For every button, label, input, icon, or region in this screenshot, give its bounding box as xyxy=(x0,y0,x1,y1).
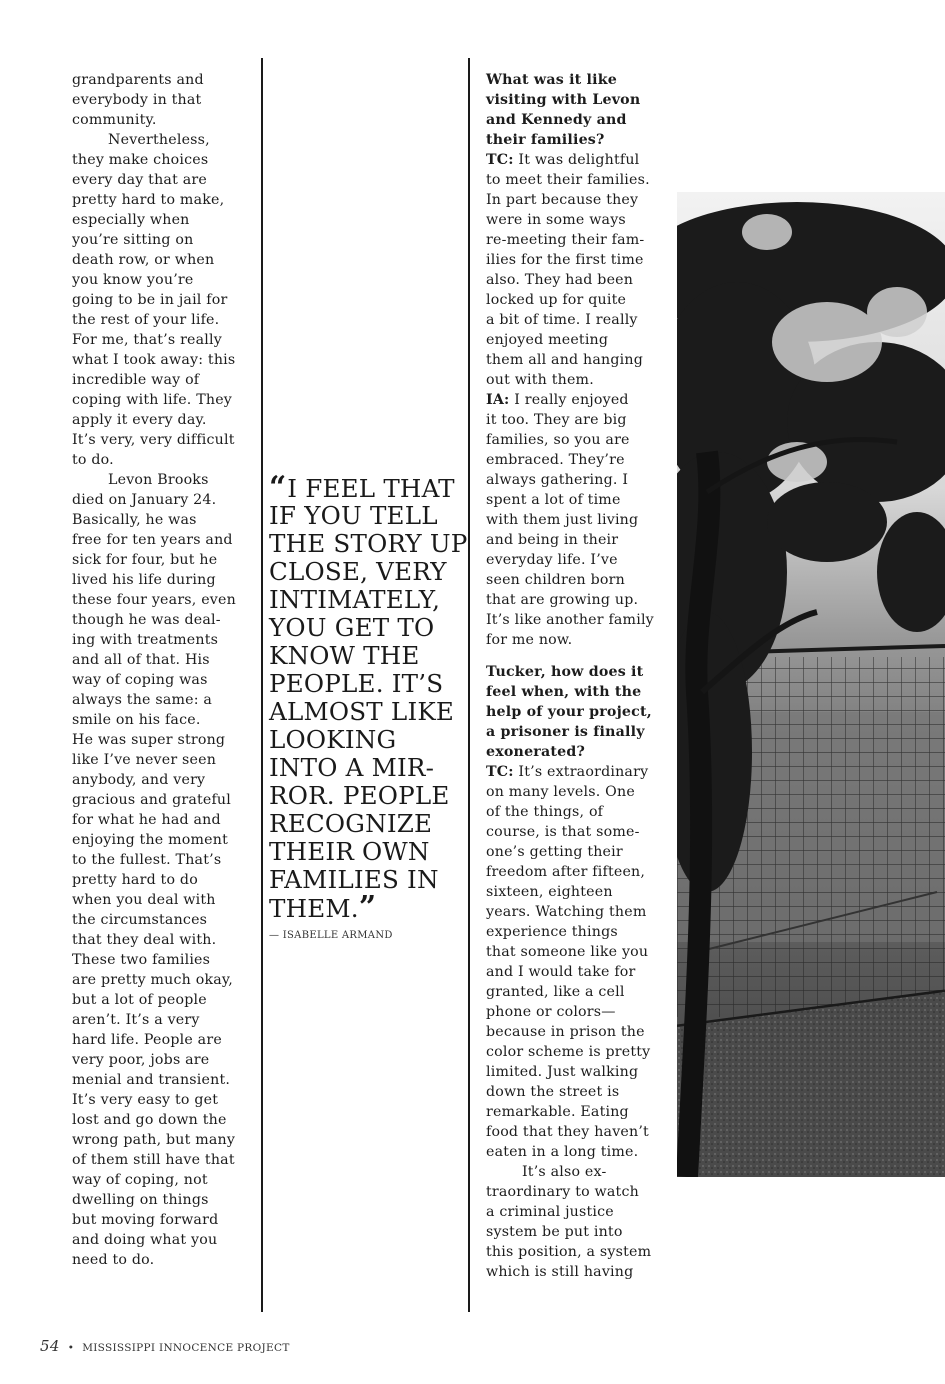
text-line: anybody, and very xyxy=(72,772,206,788)
pull-quote-line xyxy=(269,698,465,726)
interview-question-line: feel when, with the xyxy=(486,684,642,700)
text-line: pretty hard to make, xyxy=(72,192,225,208)
text-line: For me, that’s really xyxy=(72,332,222,348)
pull-quote-text: CLOSE, VERY xyxy=(269,557,447,586)
article-column-left xyxy=(72,70,252,1270)
text-line: sick for four, but he xyxy=(72,552,218,568)
text-line: system be put into xyxy=(486,1224,623,1240)
text-line: spent a lot of time xyxy=(486,492,621,508)
text-line: going to be in jail for xyxy=(72,292,228,308)
text-line: them all and hanging xyxy=(486,352,644,368)
text-line: died on January 24. xyxy=(72,492,217,508)
text-line: seen children born xyxy=(486,572,625,588)
page-footer xyxy=(40,1337,290,1355)
text-line: locked up for quite xyxy=(486,292,627,308)
text-line: very poor, jobs are xyxy=(72,1052,210,1068)
text-line: These two families xyxy=(72,952,211,968)
text-line: phone or colors— xyxy=(486,1004,616,1020)
text-line: free for ten years and xyxy=(72,532,233,548)
text-line: on many levels. One xyxy=(486,784,635,800)
article-column-right xyxy=(486,70,666,1282)
text-line: food that they haven’t xyxy=(486,1124,649,1140)
footer-separator: • xyxy=(67,1342,75,1354)
text-line: one’s getting their xyxy=(486,844,623,860)
answer-text: I really enjoyed xyxy=(509,392,629,408)
pull-quote-text: PEOPLE. IT’S xyxy=(269,669,444,698)
pull-quote-line xyxy=(269,470,465,505)
speaker-label: IA: xyxy=(486,392,510,408)
text-line: ilies for the first time xyxy=(486,252,644,268)
text-line: wrong path, but many xyxy=(72,1132,236,1148)
text-line: down the street is xyxy=(486,1084,620,1100)
text-line: experience things xyxy=(486,924,618,940)
interview-question-line: a prisoner is finally xyxy=(486,724,645,740)
text-line: they make choices xyxy=(72,152,209,168)
pull-quote-line xyxy=(269,726,465,754)
text-line: to do. xyxy=(72,452,114,468)
pull-quote-line xyxy=(269,558,465,586)
text-line: re-meeting their fam- xyxy=(486,232,645,248)
pull-quote-text: THE STORY UP xyxy=(269,529,468,558)
text-line: like I’ve never seen xyxy=(72,752,217,768)
close-quote-mark: ” xyxy=(358,890,374,925)
text-line: the rest of your life. xyxy=(72,312,220,328)
interview-question-line: visiting with Levon xyxy=(486,92,641,108)
text-line xyxy=(486,390,666,410)
text-line: but moving forward xyxy=(72,1212,219,1228)
text-line: limited. Just walking xyxy=(486,1064,639,1080)
pull-quote xyxy=(269,470,468,925)
text-line: always gathering. I xyxy=(486,472,629,488)
text-line: for what he had and xyxy=(72,812,221,828)
speaker-label: TC: xyxy=(486,152,514,168)
answer-text: It’s extraordinary xyxy=(513,764,649,780)
tree-fence-photo xyxy=(677,192,945,1177)
text-line: need to do. xyxy=(72,1252,155,1268)
text-line: community. xyxy=(72,112,157,128)
interview-question-line: their families? xyxy=(486,132,605,148)
text-line: years. Watching them xyxy=(486,904,647,920)
pull-quote-line xyxy=(269,782,465,810)
text-line: it too. They are big xyxy=(486,412,627,428)
pull-quote-text: ROR. PEOPLE xyxy=(269,781,450,810)
pull-quote-text: RECOGNIZE xyxy=(269,809,433,838)
pull-quote-line xyxy=(269,838,465,866)
text-line: lost and go down the xyxy=(72,1112,227,1128)
pull-quote-line xyxy=(269,642,465,670)
text-line: It’s very, very difficult xyxy=(72,432,235,448)
text-line: were in some ways xyxy=(486,212,626,228)
pull-quote-line xyxy=(269,890,465,925)
text-line: to meet their families. xyxy=(486,172,650,188)
text-line: out with them. xyxy=(486,372,594,388)
text-line: a bit of time. I really xyxy=(486,312,638,328)
publication-name: MISSISSIPPI INNOCENCE PROJECT xyxy=(82,1342,290,1354)
text-line: to the fullest. That’s xyxy=(72,852,222,868)
text-line xyxy=(486,762,666,782)
text-line: but a lot of people xyxy=(72,992,207,1008)
pull-quote-text: FAMILIES IN xyxy=(269,865,439,894)
answer-text: It was delightful xyxy=(513,152,640,168)
text-line: menial and transient. xyxy=(72,1072,231,1088)
text-line: of the things, of xyxy=(486,804,604,820)
text-line: pretty hard to do xyxy=(72,872,198,888)
open-quote-mark: “ xyxy=(269,470,284,505)
text-line: Levon Brooks xyxy=(108,472,209,488)
text-line: color scheme is pretty xyxy=(486,1044,651,1060)
pull-quote-text: KNOW THE xyxy=(269,641,420,670)
pull-quote-text: INTO A MIR- xyxy=(269,753,435,782)
text-line: a criminal justice xyxy=(486,1204,614,1220)
text-line: because in prison the xyxy=(486,1024,645,1040)
text-line: always the same: a xyxy=(72,692,213,708)
text-line: and doing what you xyxy=(72,1232,218,1248)
text-line: aren’t. It’s a very xyxy=(72,1012,200,1028)
text-line: granted, like a cell xyxy=(486,984,625,1000)
text-line: incredible way of xyxy=(72,372,200,388)
text-line: that are growing up. xyxy=(486,592,639,608)
text-line: you know you’re xyxy=(72,272,194,288)
column-divider-2 xyxy=(468,58,470,1312)
text-line: that they deal with. xyxy=(72,932,217,948)
text-line: Basically, he was xyxy=(72,512,197,528)
text-line: embraced. They’re xyxy=(486,452,625,468)
text-line: when you deal with xyxy=(72,892,216,908)
text-line: dwelling on things xyxy=(72,1192,209,1208)
text-line: also. They had been xyxy=(486,272,634,288)
text-line: remarkable. Eating xyxy=(486,1104,629,1120)
interview-question-line: exonerated? xyxy=(486,744,585,760)
interview-question-line: What was it like xyxy=(486,72,617,88)
text-line: this position, a system xyxy=(486,1244,652,1260)
pull-quote-line xyxy=(269,614,465,642)
text-line: enjoyed meeting xyxy=(486,332,609,348)
text-line: It’s very easy to get xyxy=(72,1092,219,1108)
text-line: It’s like another family xyxy=(486,612,654,628)
text-line: are pretty much okay, xyxy=(72,972,233,988)
text-line: especially when xyxy=(72,212,190,228)
text-line: for me now. xyxy=(486,632,573,648)
text-line: eaten in a long time. xyxy=(486,1144,639,1160)
pull-quote-line xyxy=(269,586,465,614)
text-line: course, is that some- xyxy=(486,824,640,840)
paragraph-gap xyxy=(486,650,666,662)
pull-quote-text: INTIMATELY, xyxy=(269,585,441,614)
text-line: of them still have that xyxy=(72,1152,235,1168)
text-line: smile on his face. xyxy=(72,712,201,728)
pull-quote-text: LOOKING xyxy=(269,725,397,754)
text-line: way of coping was xyxy=(72,672,208,688)
text-line: grandparents and xyxy=(72,72,204,88)
text-line: death row, or when xyxy=(72,252,215,268)
pull-quote-line xyxy=(269,502,465,530)
text-line: every day that are xyxy=(72,172,207,188)
pull-quote-text: THEIR OWN xyxy=(269,837,430,866)
text-line: lived his life during xyxy=(72,572,216,588)
interview-question-line: and Kennedy and xyxy=(486,112,627,128)
text-line: In part because they xyxy=(486,192,639,208)
tree-fence-photo-graphic xyxy=(677,192,945,1177)
page-number: 54 xyxy=(40,1337,60,1355)
column-divider-1 xyxy=(261,58,263,1312)
text-line: with them just living xyxy=(486,512,639,528)
text-line: traordinary to watch xyxy=(486,1184,639,1200)
text-line: apply it every day. xyxy=(72,412,207,428)
text-line: hard life. People are xyxy=(72,1032,222,1048)
text-line: and I would take for xyxy=(486,964,636,980)
text-line: ing with treatments xyxy=(72,632,219,648)
text-line: He was super strong xyxy=(72,732,226,748)
pull-quote-line xyxy=(269,670,465,698)
text-line: families, so you are xyxy=(486,432,630,448)
speaker-label: TC: xyxy=(486,764,514,780)
text-line: what I took away: this xyxy=(72,352,236,368)
pull-quote-line xyxy=(269,529,468,558)
text-line: though he was deal- xyxy=(72,612,221,628)
text-line: the circumstances xyxy=(72,912,208,928)
text-line: gracious and grateful xyxy=(72,792,232,808)
text-line: and all of that. His xyxy=(72,652,210,668)
text-line: sixteen, eighteen xyxy=(486,884,613,900)
text-line: freedom after fifteen, xyxy=(486,864,646,880)
pull-quote-text: THEM. xyxy=(269,894,359,923)
text-line: which is still having xyxy=(486,1264,634,1280)
interview-question-line: help of your project, xyxy=(486,704,652,720)
text-line: Nevertheless, xyxy=(108,132,210,148)
text-line: coping with life. They xyxy=(72,392,233,408)
text-line xyxy=(486,150,666,170)
text-line: these four years, even xyxy=(72,592,236,608)
text-line: everybody in that xyxy=(72,92,202,108)
pull-quote-line xyxy=(269,754,465,782)
pull-quote-text: IF YOU TELL xyxy=(269,501,438,530)
text-line: and being in their xyxy=(486,532,619,548)
text-line: It’s also ex- xyxy=(522,1164,607,1180)
pull-quote-attribution: — ISABELLE ARMAND xyxy=(269,930,393,941)
interview-question-line: Tucker, how does it xyxy=(486,664,644,680)
text-line: enjoying the moment xyxy=(72,832,228,848)
pull-quote-text: I FEEL THAT xyxy=(287,474,455,503)
text-line: everyday life. I’ve xyxy=(486,552,618,568)
text-line: that someone like you xyxy=(486,944,649,960)
text-line: way of coping, not xyxy=(72,1172,208,1188)
pull-quote-text: YOU GET TO xyxy=(269,613,435,642)
pull-quote-text: ALMOST LIKE xyxy=(269,697,455,726)
pull-quote-line xyxy=(269,810,465,838)
text-line: you’re sitting on xyxy=(72,232,194,248)
